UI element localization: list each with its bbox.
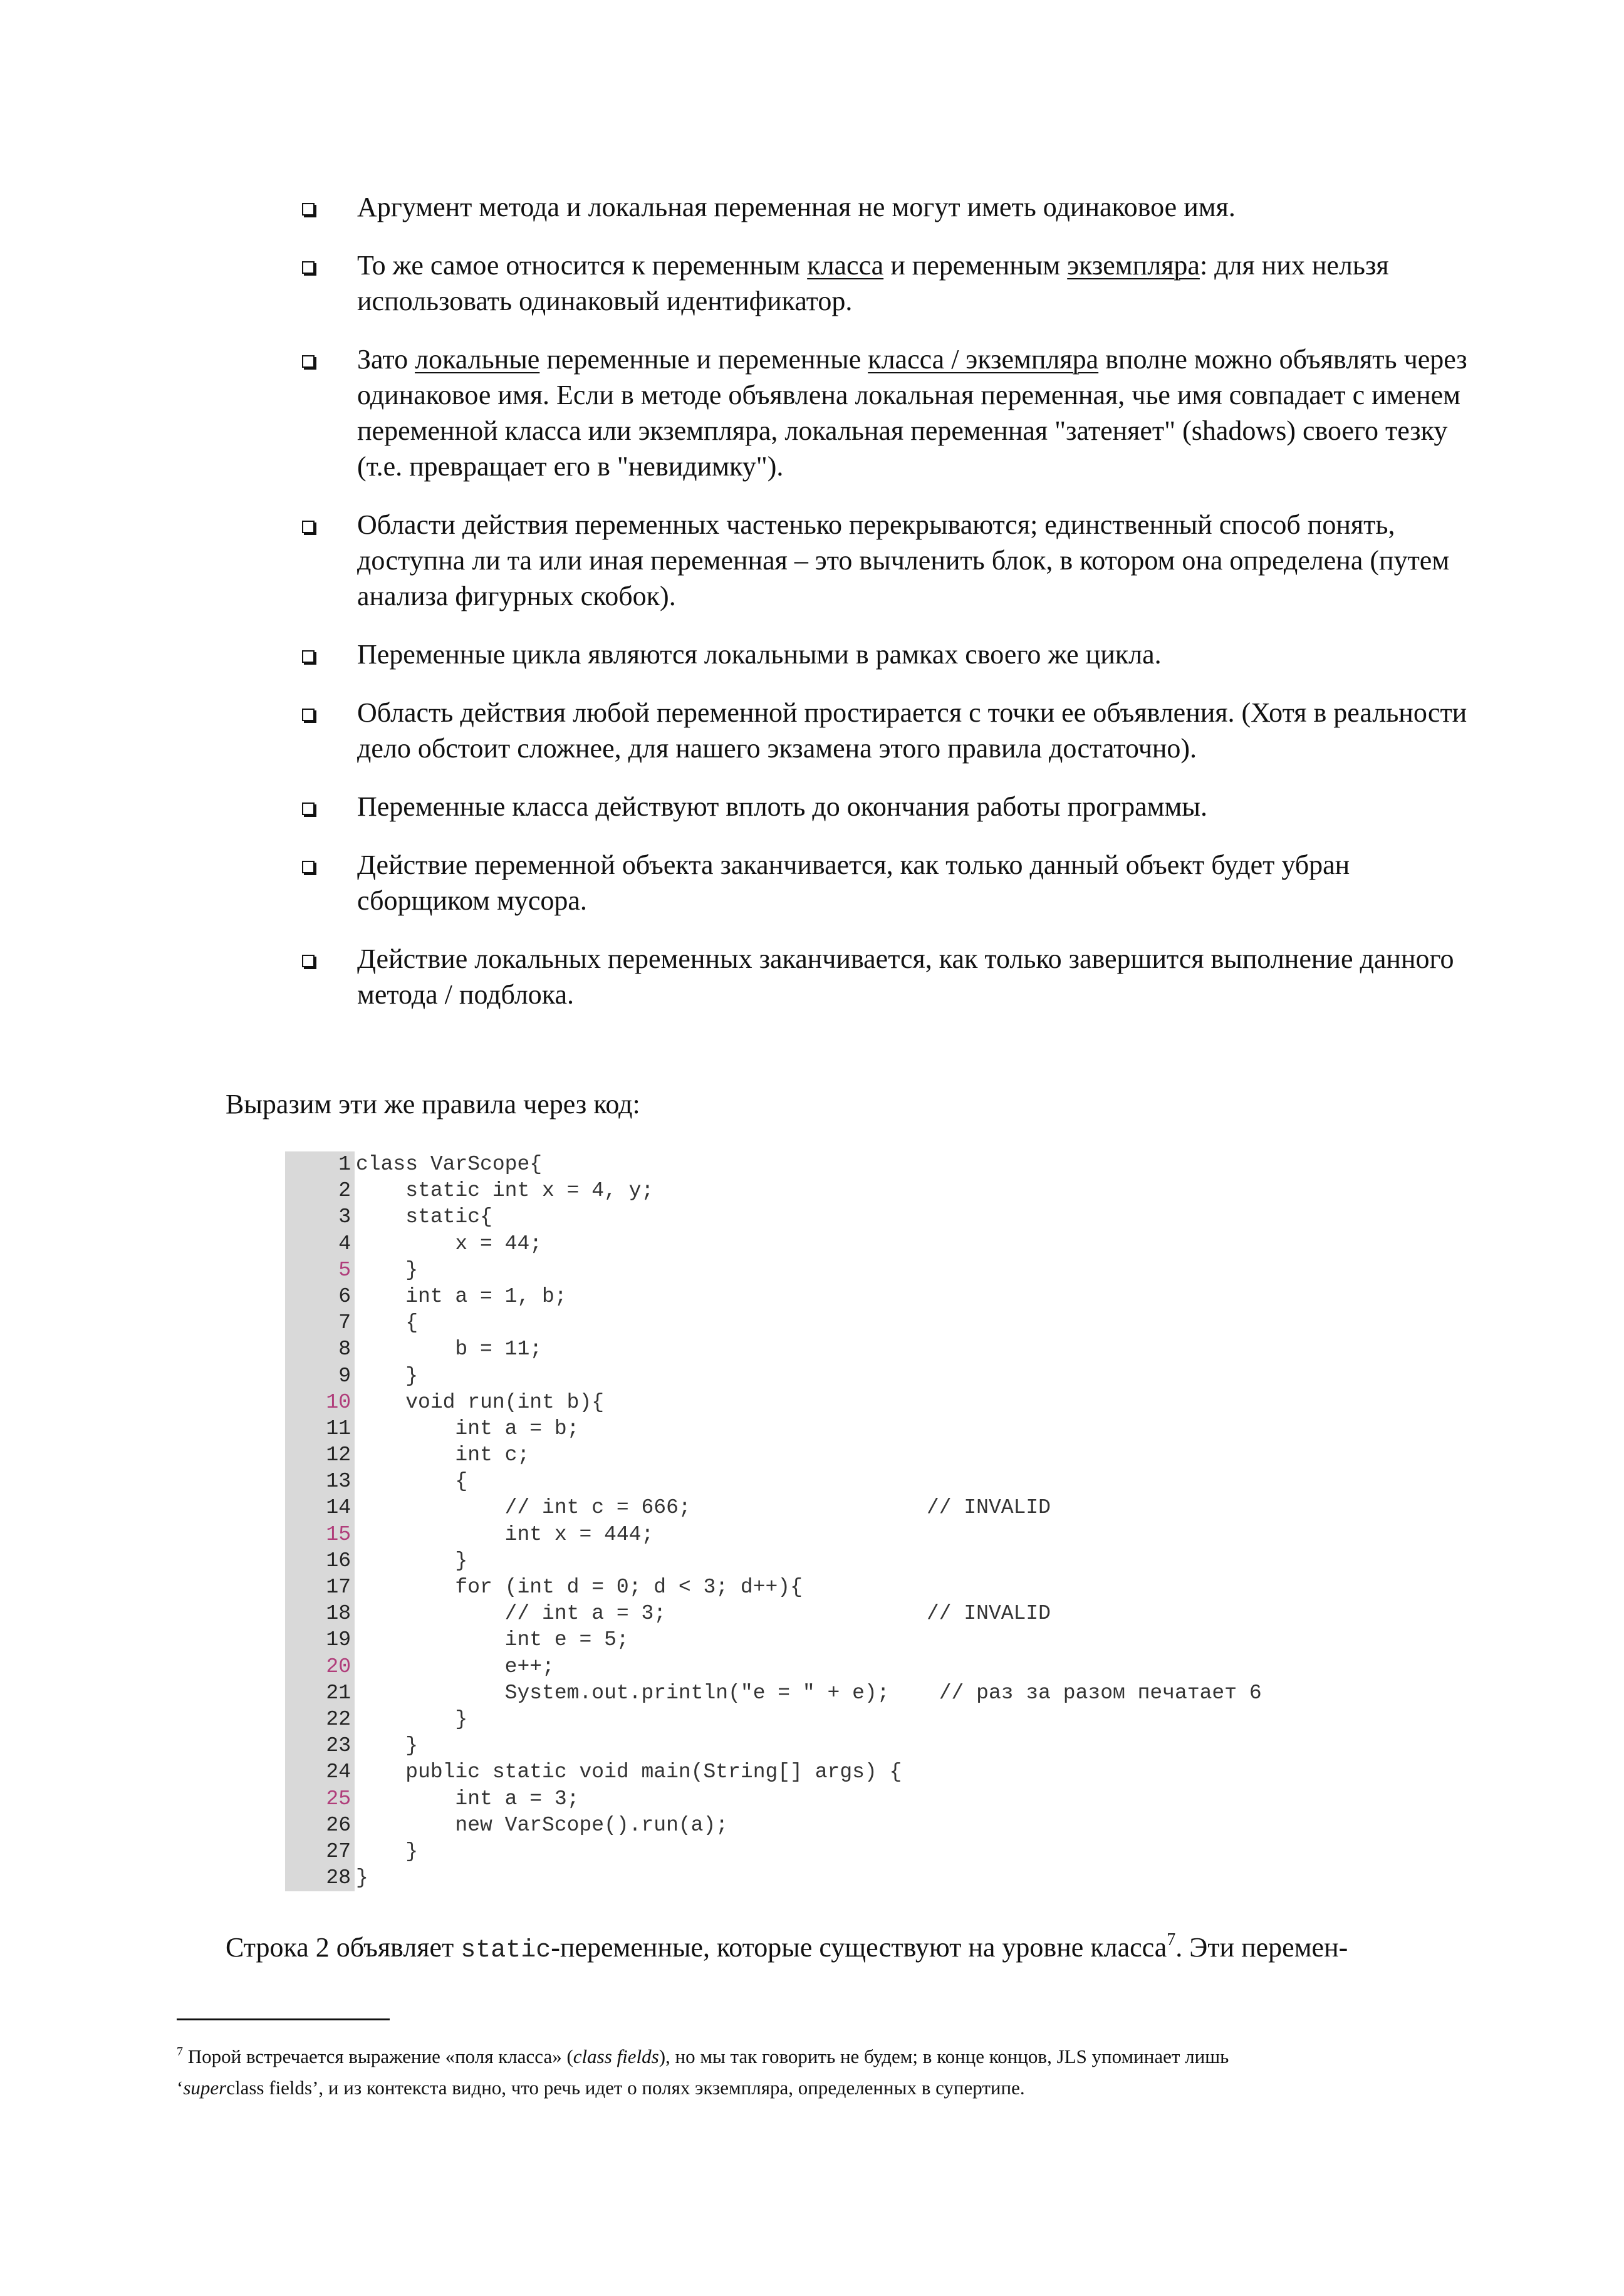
closing-text-tail: . Эти перемен- (1175, 1932, 1348, 1963)
text-run: То же самое относится к переменным (357, 250, 808, 281)
code-text: int e = 5; (356, 1628, 629, 1652)
code-line (285, 1151, 1262, 1178)
line-number: 22 (285, 1706, 355, 1733)
checkbox-bullet-icon (302, 261, 315, 274)
code-line (285, 1759, 1262, 1785)
code-text: } (356, 1549, 468, 1572)
footnote-line-1 (177, 2041, 1229, 2072)
code-text: } (356, 1364, 419, 1388)
line-number: 14 (285, 1495, 355, 1521)
code-text: x = 44; (356, 1232, 543, 1255)
rules-list (294, 189, 1485, 1035)
line-number: 15 (285, 1522, 355, 1548)
checkbox-bullet-icon (302, 203, 315, 216)
code-text: for (int d = 0; d < 3; d++){ (356, 1576, 803, 1599)
text-run: вполне можно объявлять через одинаковое имя. Если в методе объявлена локальная переменная, чье имя совпадает с именем переменной класса или экземпляра, локальная переменная "затеняет" (shadows) своего тезку (т.е. превращает его в "невидимку"). (357, 344, 1467, 482)
code-line (285, 1284, 1262, 1310)
closing-paragraph (226, 1930, 1348, 1968)
code-line (285, 1786, 1262, 1812)
text-run: Действие переменной объекта заканчивается, как только данный объект будет убран сборщиком мусора. (357, 849, 1350, 916)
line-number: 5 (285, 1257, 355, 1284)
code-text: int a = 3; (356, 1787, 580, 1810)
list-item-text (357, 941, 1485, 1012)
code-text: void run(int b){ (356, 1390, 605, 1414)
text-run: Зато (357, 344, 415, 375)
code-text: } (356, 1866, 368, 1890)
checkbox-bullet-icon (302, 955, 315, 967)
checkbox-bullet-icon (302, 803, 315, 815)
code-line (285, 1363, 1262, 1390)
closing-text-before: Строка 2 объявляет (226, 1932, 461, 1963)
code-line (285, 1654, 1262, 1680)
code-text: class VarScope{ (356, 1153, 543, 1176)
line-number: 6 (285, 1284, 355, 1310)
line-number: 8 (285, 1336, 355, 1363)
closing-text-after: -переменные, которые существуют на уровне класса (551, 1932, 1167, 1963)
text-run: Переменные класса действуют вплоть до окончания работы программы. (357, 791, 1207, 822)
code-text: static{ (356, 1205, 492, 1229)
code-line (285, 1680, 1262, 1706)
footnote-reference[interactable]: 7 (1167, 1930, 1176, 1950)
footnote-text: class fields’, и из контекста видно, что речь идет о полях экземпляра, определенных в супертипе. (226, 2077, 1025, 2099)
line-number: 3 (285, 1204, 355, 1230)
list-item-text (357, 189, 1485, 225)
list-item-text (357, 636, 1485, 672)
line-number: 13 (285, 1468, 355, 1495)
list-item-text (357, 247, 1485, 319)
text-run: Действие локальных переменных заканчивается, как только завершится выполнение данного метода / подблока. (357, 943, 1454, 1010)
code-line (285, 1733, 1262, 1759)
code-line (285, 1204, 1262, 1230)
line-number: 25 (285, 1786, 355, 1812)
line-number: 23 (285, 1733, 355, 1759)
line-number: 7 (285, 1310, 355, 1336)
underlined-term: экземпляра (1067, 250, 1200, 281)
checkbox-bullet-icon (302, 709, 315, 721)
text-run: Аргумент метода и локальная переменная не могут иметь одинаковое имя. (357, 192, 1236, 222)
code-text: int a = b; (356, 1416, 580, 1440)
list-item (294, 636, 1485, 672)
code-text: } (356, 1258, 419, 1282)
list-item-text (357, 695, 1485, 766)
underlined-term: класса / экземпляра (868, 344, 1099, 375)
code-text: System.out.println("e = " + e); // раз за разом печатает 6 (356, 1681, 1262, 1705)
line-number: 4 (285, 1231, 355, 1257)
code-listing (285, 1151, 1262, 1891)
code-text: } (356, 1839, 419, 1863)
checkbox-bullet-icon (302, 521, 315, 533)
code-line (285, 1706, 1262, 1733)
line-number: 20 (285, 1654, 355, 1680)
list-item (294, 847, 1485, 918)
footnote-text: Порой встречается выражение «поля класса» ( (183, 2045, 573, 2067)
code-text: new VarScope().run(a); (356, 1813, 729, 1837)
code-line (285, 1812, 1262, 1839)
code-text: int c; (356, 1443, 530, 1467)
line-number: 17 (285, 1574, 355, 1601)
list-item-text (357, 507, 1485, 614)
code-line (285, 1839, 1262, 1865)
checkbox-bullet-icon (302, 861, 315, 873)
line-number: 1 (285, 1151, 355, 1178)
code-text: // int c = 666; // INVALID (356, 1496, 1051, 1520)
code-line (285, 1522, 1262, 1548)
list-item (294, 789, 1485, 824)
list-item-text (357, 341, 1485, 484)
code-line (285, 1548, 1262, 1574)
footnote-line-2 (177, 2072, 1025, 2104)
text-run: : для них нельзя использовать одинаковый идентификатор. (357, 250, 1389, 316)
code-text: int x = 444; (356, 1522, 654, 1546)
text-run: Области действия переменных частенько перекрываются; единственный способ понять, доступна ли та или иная переменная – это вычленить блок, в котором она определена (путем анализа фигурных скобок). (357, 509, 1450, 611)
list-item (294, 247, 1485, 319)
list-item (294, 341, 1485, 484)
checkbox-bullet-icon (302, 650, 315, 663)
footnote-quote: ‘ (177, 2077, 184, 2099)
code-text: public static void main(String[] args) { (356, 1760, 902, 1784)
line-number: 18 (285, 1601, 355, 1627)
code-text: int a = 1, b; (356, 1284, 567, 1308)
line-number: 11 (285, 1416, 355, 1442)
text-run: переменные и переменные (539, 344, 868, 375)
list-item (294, 695, 1485, 766)
line-number: 21 (285, 1680, 355, 1706)
code-line (285, 1257, 1262, 1284)
list-item-text (357, 789, 1485, 824)
line-number: 26 (285, 1812, 355, 1839)
line-number: 2 (285, 1178, 355, 1204)
code-text: e++; (356, 1654, 554, 1678)
text-run: Область действия любой переменной простирается с точки ее объявления. (Хотя в реальности дело обстоит сложнее, для нашего экзамена этого правила достаточно). (357, 697, 1467, 764)
inline-code-static: static (461, 1936, 551, 1965)
code-line (285, 1627, 1262, 1653)
list-item-text (357, 847, 1485, 918)
list-item (294, 941, 1485, 1012)
footnote-separator (177, 2018, 390, 2020)
line-number: 16 (285, 1548, 355, 1574)
line-number: 9 (285, 1363, 355, 1390)
code-text: b = 11; (356, 1338, 543, 1361)
code-line (285, 1574, 1262, 1601)
code-line (285, 1416, 1262, 1442)
code-line (285, 1468, 1262, 1495)
code-line (285, 1390, 1262, 1416)
code-line (285, 1601, 1262, 1627)
list-item (294, 189, 1485, 225)
underlined-term: локальные (415, 344, 540, 375)
line-number: 19 (285, 1627, 355, 1653)
code-line (285, 1495, 1262, 1521)
code-line (285, 1865, 1262, 1891)
text-run: Переменные цикла являются локальными в рамках своего же цикла. (357, 639, 1162, 670)
code-line (285, 1310, 1262, 1336)
code-line (285, 1231, 1262, 1257)
code-text: static int x = 4, y; (356, 1179, 654, 1203)
code-line (285, 1178, 1262, 1204)
checkbox-bullet-icon (302, 355, 315, 368)
code-line (285, 1336, 1262, 1363)
footnote-italic-term: super (183, 2077, 227, 2099)
footnote-italic-term: class fields (573, 2045, 659, 2067)
code-text: { (356, 1470, 468, 1493)
list-item (294, 507, 1485, 614)
line-number: 28 (285, 1865, 355, 1891)
footnote-text: ), но мы так говорить не будем; в конце концов, JLS упоминает лишь (658, 2045, 1229, 2067)
underlined-term: класса (807, 250, 884, 281)
code-line (285, 1442, 1262, 1468)
line-number: 12 (285, 1442, 355, 1468)
code-text: // int a = 3; // INVALID (356, 1602, 1051, 1626)
code-text: } (356, 1734, 419, 1758)
line-number: 24 (285, 1759, 355, 1785)
line-number: 10 (285, 1390, 355, 1416)
code-text: } (356, 1707, 468, 1731)
code-text: { (356, 1311, 419, 1335)
text-run: и переменным (883, 250, 1068, 281)
line-number: 27 (285, 1839, 355, 1865)
footnote-number: 7 (177, 2045, 183, 2059)
intro-line: Выразим эти же правила через код: (226, 1089, 640, 1119)
